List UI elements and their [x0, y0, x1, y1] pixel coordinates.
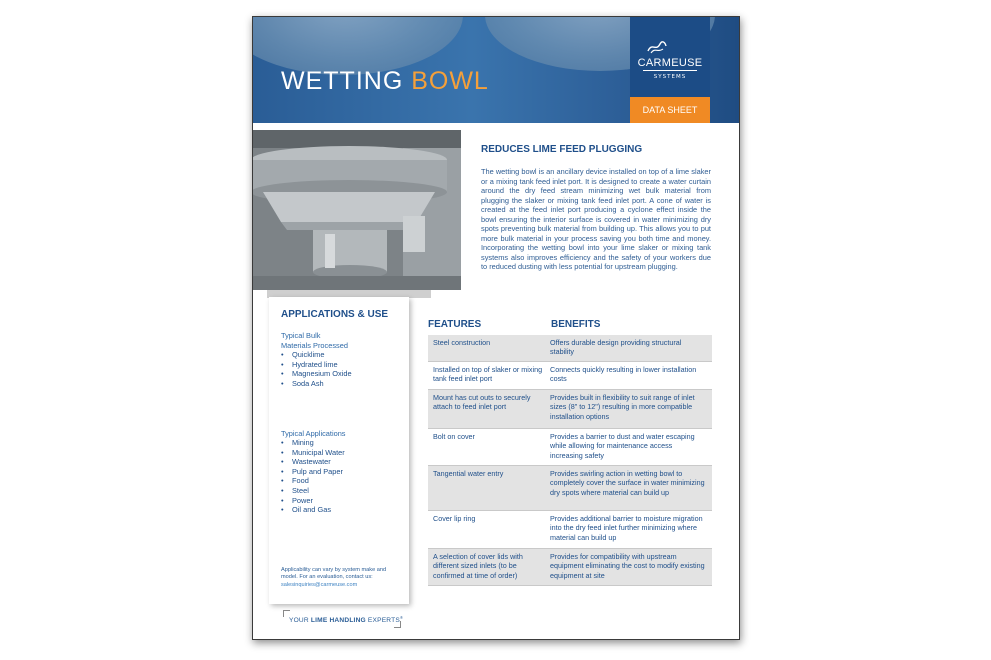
- page-title: WETTING BOWL: [281, 67, 489, 95]
- bulk-heading-line-1: Typical Bulk: [281, 331, 321, 340]
- logo-subtitle: SYSTEMS: [653, 74, 687, 80]
- benefit-cell: Provides swirling action in wetting bowl to completely cover the surface in water minimizing dry spots where material can build up: [550, 469, 705, 497]
- data-sheet-tab: DATA SHEET: [630, 97, 710, 123]
- carmeuse-logo: [630, 17, 710, 97]
- list-item: • Pulp and Paper: [281, 467, 345, 477]
- table-row: [428, 429, 712, 466]
- feature-cell: Bolt on cover: [433, 432, 475, 441]
- benefit-cell: Provides for compatibility with upstream equipment eliminating the cost to modify existing equipment at site: [550, 552, 705, 580]
- header-banner: [253, 17, 739, 123]
- carmeuse-logo-mark-icon: [646, 38, 668, 54]
- data-sheet-page: [252, 16, 740, 640]
- list-item: • Steel: [281, 486, 345, 496]
- list-item: • Power: [281, 496, 345, 506]
- intro-paragraph: The wetting bowl is an ancillary device installed on top of a lime slaker or a mixing tank feed inlet port. It is designed to create a water curtain around the dry feed stream minimizing wet bulk material from plugging the slaker or mixing tank feed inlet port. A cone of water is created at the feed inlet port producing a cyclone effect inside the bowl ensuring the interior surface is covered in water minimizing dry spots preventing bulk material from building up. This allows you to put more bulk material in your process saving you both time and money. Incorporating the wetting bowl into your lime slaker or mixing tank systems also improves efficiency and the safety of your workers due to reduced dusting with less potential for upstream plugging.: [481, 167, 711, 271]
- applicability-text: Applicability can vary by system make and model. For an evaluation, contact us:: [281, 567, 387, 581]
- features-benefits-table: [428, 335, 712, 586]
- contact-email-link[interactable]: salesinquiries@carmeuse.com: [281, 581, 358, 588]
- feature-cell: Tangential water entry: [433, 469, 504, 478]
- list-item: • Food: [281, 476, 345, 486]
- typical-applications-heading: Typical Applications: [281, 429, 346, 438]
- applications-heading: APPLICATIONS & USE: [281, 309, 389, 320]
- feature-cell: A selection of cover lids with different sized inlets (to be confirmed at time of order): [433, 552, 523, 580]
- feature-cell: Cover lip ring: [433, 514, 476, 523]
- list-item: • Hydrated lime: [281, 360, 352, 370]
- feature-cell: Steel construction: [433, 338, 491, 347]
- benefit-cell: Offers durable design providing structural stability: [550, 338, 682, 357]
- product-photo: [253, 130, 461, 290]
- typical-applications-list: [281, 438, 345, 515]
- table-row: [428, 362, 712, 390]
- benefit-cell: Provides additional barrier to moisture migration into the dry feed inlet further minimizing where material can build up: [550, 514, 703, 542]
- feature-cell: Mount has cut outs to securely attach to feed inlet port: [433, 393, 531, 412]
- applications-sidebar: [269, 297, 409, 604]
- table-row: [428, 390, 712, 429]
- list-item: • Oil and Gas: [281, 505, 345, 515]
- table-row: [428, 335, 712, 362]
- tagline: YOUR LIME HANDLING EXPERTS®: [289, 615, 404, 625]
- bulk-materials-heading: [281, 331, 348, 350]
- benefits-column-header: BENEFITS: [551, 319, 601, 330]
- list-item: • Municipal Water: [281, 448, 345, 458]
- feature-cell: Installed on top of slaker or mixing tank feed inlet port: [433, 365, 543, 384]
- list-item: • Mining: [281, 438, 345, 448]
- intro-heading: REDUCES LIME FEED PLUGGING: [481, 144, 643, 155]
- benefit-cell: Provides a barrier to dust and water escaping while allowing for maintenance access increasing safety: [550, 432, 695, 460]
- list-item: • Wastewater: [281, 457, 345, 467]
- table-row: [428, 511, 712, 549]
- bulk-heading-line-2: Materials Processed: [281, 340, 348, 350]
- logo-name: CARMEUSE: [630, 57, 710, 71]
- list-item: • Magnesium Oxide: [281, 369, 352, 379]
- features-column-header: FEATURES: [428, 319, 482, 330]
- list-item: • Quicklime: [281, 350, 352, 360]
- applicability-note: [281, 567, 403, 589]
- list-item: • Soda Ash: [281, 379, 352, 389]
- table-row: [428, 466, 712, 511]
- wetting-bowl-illustration: [253, 130, 461, 290]
- benefit-cell: Connects quickly resulting in lower installation costs: [550, 365, 697, 384]
- benefit-cell: Provides built in flexibility to suit range of inlet sizes (8" to 12") resulting in more compatible installation options: [550, 393, 695, 421]
- bulk-materials-list: [281, 350, 352, 388]
- table-row: [428, 549, 712, 586]
